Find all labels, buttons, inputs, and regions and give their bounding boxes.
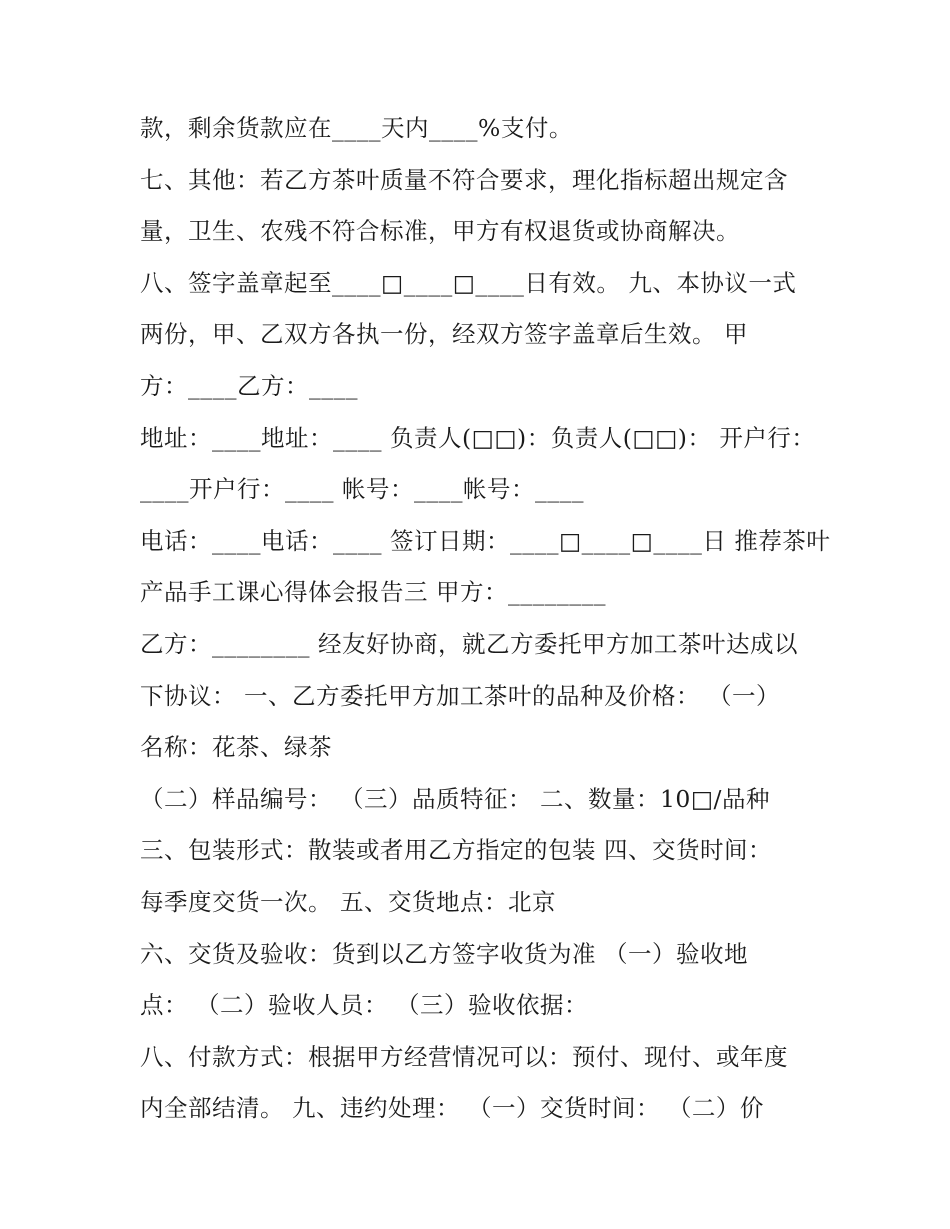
- text-line: 点： （二）验收人员： （三）验收依据：: [140, 991, 588, 1020]
- text-line: （二）样品编号： （三）品质特征： 二、数量：10□/品种: [140, 784, 770, 813]
- text-line: 方：____乙方：____: [140, 371, 358, 400]
- text-line: 两份，甲、乙双方各执一份，经双方签字盖章后生效。 甲: [140, 320, 748, 349]
- text-line: 产品手工课心得体会报告三 甲方：________: [140, 578, 606, 607]
- document-body: [140, 103, 840, 1135]
- text-line: 乙方：________ 经友好协商，就乙方委托甲方加工茶叶达成以: [140, 629, 798, 658]
- text-line: 每季度交货一次。 五、交货地点：北京: [140, 887, 556, 916]
- text-line: 地址：____地址：____ 负责人(□□)：负责人(□□)： 开户行：: [140, 423, 816, 452]
- text-line: 六、交货及验收：货到以乙方签字收货为准 （一）验收地: [140, 939, 748, 968]
- text-line: 下协议： 一、乙方委托甲方加工茶叶的品种及价格： （一）: [140, 681, 780, 710]
- text-line: 量，卫生、农残不符合标准，甲方有权退货或协商解决。: [140, 217, 740, 246]
- text-line: 款，剩余货款应在____天内____%支付。: [140, 114, 573, 142]
- text-line: 电话：____电话：____ 签订日期：____□____□____日 推荐茶叶: [140, 526, 831, 555]
- text-line: 名称：花茶、绿茶: [140, 733, 332, 762]
- text-line: ____开户行：____ 帐号：____帐号：____: [140, 475, 584, 504]
- text-line: 三、包装形式：散装或者用乙方指定的包装 四、交货时间：: [140, 836, 772, 865]
- text-line: 内全部结清。 九、违约处理： （一）交货时间： （二）价: [140, 1094, 764, 1123]
- text-line: 八、签字盖章起至____□____□____日有效。 九、本协议一式: [140, 268, 797, 297]
- text-line: 八、付款方式：根据甲方经营情况可以：预付、现付、或年度: [140, 1042, 788, 1071]
- text-line: 七、其他：若乙方茶叶质量不符合要求，理化指标超出规定含: [140, 165, 788, 194]
